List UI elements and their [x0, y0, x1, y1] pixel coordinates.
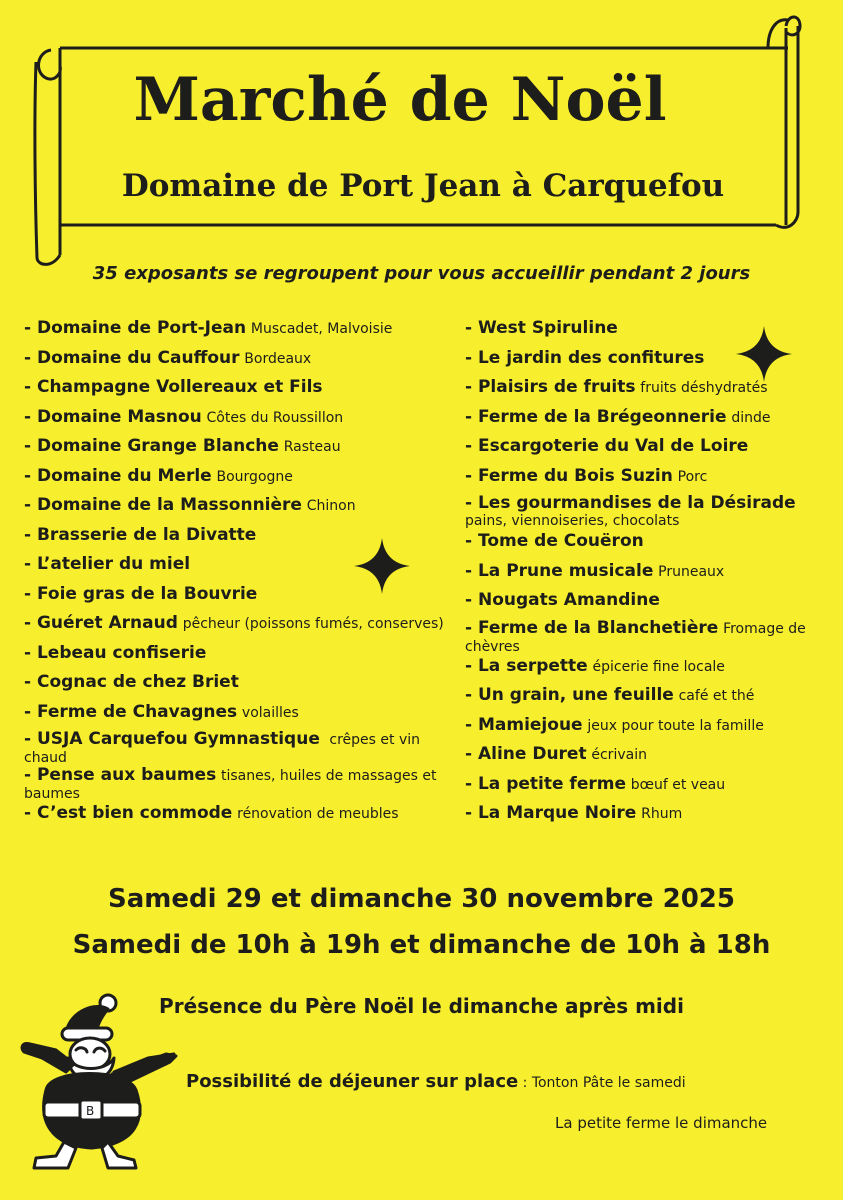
exhibitor-desc: épicerie fine locale [592, 658, 725, 675]
lunch-sunday: La petite ferme le dimanche [555, 1114, 768, 1132]
exhibitor-name: - Un grain, une feuille [465, 685, 674, 705]
exhibitor-name: - Foie gras de la Bouvrie [24, 583, 258, 604]
exhibitor-desc: jeux pour toute la famille [587, 717, 764, 734]
exhibitor-name: - Cognac de chez Briet [24, 672, 239, 692]
exhibitor-name: - Tome de Couëron [465, 531, 644, 551]
exhibitor-desc: dinde [731, 409, 771, 426]
list-item [24, 613, 456, 643]
list-item [24, 672, 456, 702]
exhibitor-desc: Pruneaux [658, 563, 725, 580]
exhibitor-name: - Mamiejoue [465, 714, 583, 735]
list-item [24, 731, 456, 767]
lunch-label: Possibilité de déjeuner sur place [186, 1071, 519, 1092]
list-item [465, 590, 825, 620]
santa-notice: Présence du Père Noël le dimanche après midi [159, 994, 684, 1018]
exhibitor-name: - Ferme de Chavagnes [24, 701, 238, 722]
exhibitor-name: - Le jardin des confitures [465, 347, 705, 368]
list-item [24, 407, 456, 437]
list-item [24, 643, 456, 673]
sparkle-star-icon [734, 324, 794, 384]
list-item [465, 466, 825, 496]
exhibitor-desc: Fromage de chèvres [465, 620, 806, 655]
lunch-info [186, 1068, 686, 1097]
exhibitor-name: - Champagne Vollereaux et Fils [24, 377, 323, 397]
list-item [24, 495, 456, 525]
exhibitor-name: - West Spiruline [465, 318, 618, 338]
list-item [24, 767, 456, 803]
exhibitor-desc: Bordeaux [244, 350, 312, 367]
exhibitor-desc: écrivain [591, 747, 647, 763]
exhibitor-desc: pêcheur (poissons fumés, conserves) [182, 616, 444, 632]
exhibitor-desc: Chinon [306, 498, 356, 514]
exhibitor-name: - Pense aux baumes [24, 765, 217, 785]
exhibitor-name: - Plaisirs de fruits [465, 377, 636, 397]
exhibitor-desc: Bourgogne [216, 468, 293, 485]
list-item [24, 377, 456, 407]
event-hours: Samedi de 10h à 19h et dimanche de 10h à 18h [72, 930, 771, 960]
list-item [465, 803, 825, 833]
svg-text:B: B [86, 1104, 95, 1118]
list-item [24, 348, 456, 378]
list-item [465, 531, 825, 561]
list-item [24, 436, 456, 466]
exhibitor-name: - L’atelier du miel [24, 554, 191, 574]
list-item [24, 466, 456, 496]
exhibitor-name: - La serpette [465, 655, 588, 676]
list-item [465, 436, 825, 466]
list-item [465, 774, 825, 804]
exhibitor-name: - Domaine du Cauffour [24, 347, 240, 368]
exhibitor-name: - Lebeau confiserie [24, 642, 207, 663]
tagline: 35 exposants se regroupent pour vous accueillir pendant 2 jours [92, 263, 751, 284]
exhibitor-desc: bœuf et veau [630, 776, 726, 793]
list-item [465, 656, 825, 686]
list-item [465, 715, 825, 745]
exhibitor-desc: rénovation de meubles [237, 806, 399, 822]
exhibitor-name: - Les gourmandises de la Désirade [465, 493, 796, 513]
exhibitor-name: - Nougats Amandine [465, 590, 660, 610]
exhibitor-desc: café et thé [678, 688, 755, 704]
exhibitor-name: - La Marque Noire [465, 803, 637, 823]
santa-claus-icon [16, 992, 181, 1172]
exhibitor-name: - La petite ferme [465, 773, 626, 794]
event-dates: Samedi 29 et dimanche 30 novembre 2025 [108, 884, 735, 914]
exhibitor-name: - C’est bien commode [24, 803, 233, 823]
exhibitor-name: - Domaine du Merle [24, 465, 212, 486]
exhibitor-name: - USJA Carquefou Gymnastique [24, 729, 320, 749]
exhibitor-list-right [465, 318, 825, 833]
list-item [465, 495, 825, 531]
list-item [465, 407, 825, 437]
exhibitor-name: - Guéret Arnaud [24, 613, 178, 633]
list-item [465, 685, 825, 715]
exhibitor-name: - Ferme de la Blanchetière [465, 617, 719, 638]
list-item [465, 561, 825, 591]
exhibitor-desc: Rhum [641, 806, 683, 822]
exhibitor-name: - La Prune musicale [465, 560, 654, 581]
exhibitor-desc: pains, viennoiseries, chocolats [465, 513, 680, 529]
list-item [465, 617, 825, 656]
exhibitor-name: - Domaine Grange Blanche [24, 436, 279, 456]
lunch-saturday: : Tonton Pâte le samedi [522, 1075, 686, 1091]
list-item [24, 803, 456, 833]
page-subtitle: Domaine de Port Jean à Carquefou [121, 168, 725, 204]
exhibitor-name: - Aline Duret [465, 744, 587, 764]
exhibitor-name: - Domaine de Port-Jean [24, 318, 247, 338]
exhibitor-name: - Ferme du Bois Suzin [465, 465, 673, 486]
sparkle-star-icon [352, 536, 412, 596]
exhibitor-name: - Ferme de la Brégeonnerie [465, 406, 727, 427]
exhibitor-name: - Domaine de la Massonnière [24, 495, 302, 515]
exhibitor-desc: Muscadet, Malvoisie [250, 321, 393, 337]
exhibitor-desc: tisanes, huiles de massages et baumes [24, 768, 437, 802]
list-item [465, 744, 825, 774]
exhibitor-name: - Domaine Masnou [24, 406, 202, 427]
exhibitor-desc: Porc [677, 468, 708, 485]
exhibitor-desc: Côtes du Roussillon [206, 409, 344, 426]
exhibitor-name: - Brasserie de la Divatte [24, 524, 257, 545]
page-title: Marché de Noël [133, 65, 667, 135]
exhibitor-desc: crêpes et vin chaud [24, 732, 421, 766]
exhibitor-desc: volailles [241, 704, 299, 721]
exhibitor-desc: Rasteau [283, 439, 341, 455]
list-item [24, 318, 456, 348]
exhibitor-desc: fruits déshydratés [640, 380, 768, 396]
exhibitor-name: - Escargoterie du Val de Loire [465, 436, 749, 456]
list-item [24, 702, 456, 732]
